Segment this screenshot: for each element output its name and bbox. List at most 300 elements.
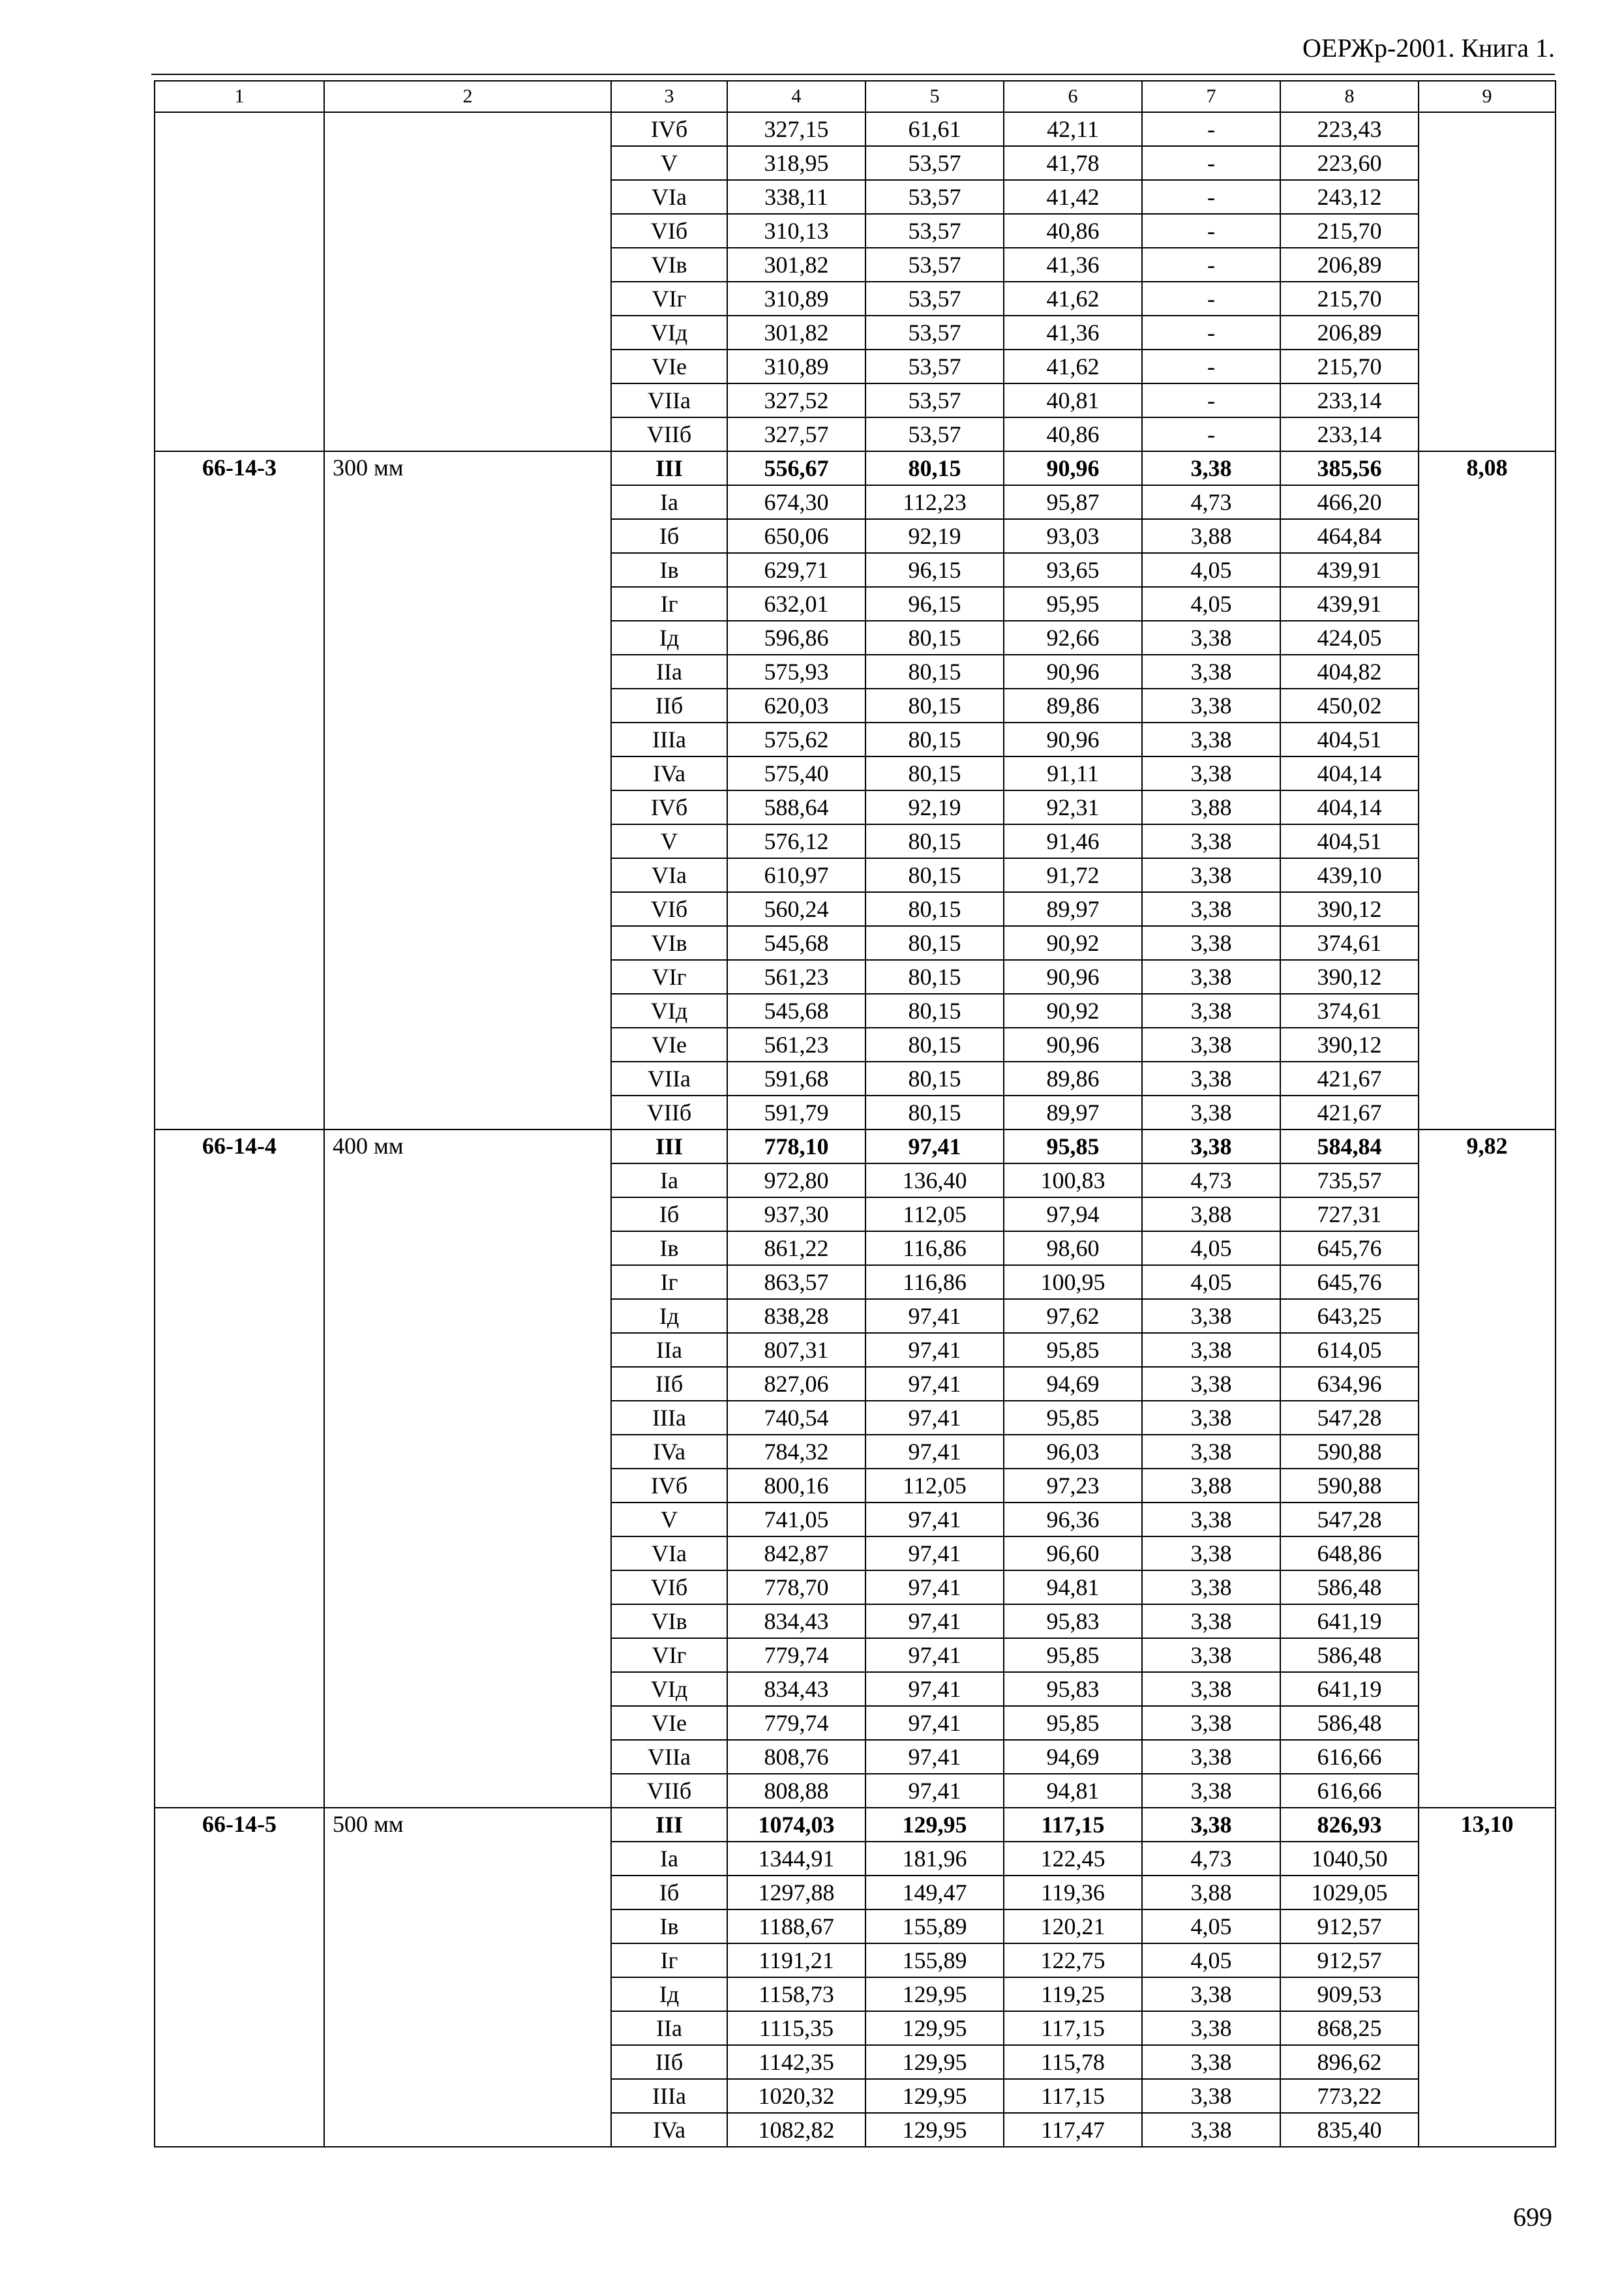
machine-cost: 95,83 [1004,1672,1142,1706]
direct-cost: 318,95 [727,146,865,180]
wages: 97,41 [865,1570,1004,1604]
zone-code: IVa [611,2113,727,2147]
materials-cost: 641,19 [1280,1672,1419,1706]
page-number: 699 [1513,2202,1552,2232]
direct-cost: 1344,91 [727,1842,865,1876]
direct-cost: 310,89 [727,282,865,316]
materials-cost: 1040,50 [1280,1842,1419,1876]
machine-cost: 41,62 [1004,282,1142,316]
direct-cost: 591,68 [727,1062,865,1096]
direct-cost: 827,06 [727,1367,865,1401]
direct-cost: 800,16 [727,1469,865,1503]
machine-cost: 42,11 [1004,112,1142,146]
machinist-wages: 4,05 [1142,587,1280,621]
direct-cost: 561,23 [727,960,865,994]
materials-cost: 390,12 [1280,892,1419,926]
machinist-wages: 3,38 [1142,858,1280,892]
direct-cost: 1297,88 [727,1876,865,1909]
machinist-wages: - [1142,282,1280,316]
machinist-wages: 3,88 [1142,790,1280,824]
machinist-wages: 3,38 [1142,2079,1280,2113]
machinist-wages: 4,05 [1142,1943,1280,1977]
zone-code: VIIa [611,1740,727,1774]
table-row [155,1130,1556,1163]
materials-cost: 616,66 [1280,1774,1419,1808]
wages: 80,15 [865,994,1004,1028]
zone-code: VIIб [611,1096,727,1130]
labor-cost: 13,10 [1419,1808,1556,2147]
machinist-wages: 3,38 [1142,1062,1280,1096]
machine-cost: 120,21 [1004,1909,1142,1943]
machine-cost: 95,83 [1004,1604,1142,1638]
machine-cost: 117,15 [1004,2011,1142,2045]
direct-cost: 838,28 [727,1299,865,1333]
machinist-wages: 3,38 [1142,1672,1280,1706]
direct-cost: 327,52 [727,383,865,417]
machine-cost: 117,15 [1004,2079,1142,2113]
materials-cost: 586,48 [1280,1638,1419,1672]
direct-cost: 575,40 [727,756,865,790]
direct-cost: 778,10 [727,1130,865,1163]
materials-cost: 404,14 [1280,756,1419,790]
direct-cost: 575,93 [727,655,865,689]
wages: 97,41 [865,1503,1004,1536]
column-number: 9 [1419,81,1556,112]
wages: 129,95 [865,2045,1004,2079]
direct-cost: 1074,03 [727,1808,865,1842]
machinist-wages: 4,05 [1142,1909,1280,1943]
machinist-wages: 3,38 [1142,1706,1280,1740]
machine-cost: 91,11 [1004,756,1142,790]
column-number: 6 [1004,81,1142,112]
column-number: 2 [324,81,611,112]
zone-code: Ia [611,1163,727,1197]
materials-cost: 648,86 [1280,1536,1419,1570]
materials-cost: 584,84 [1280,1130,1419,1163]
wages: 129,95 [865,2011,1004,2045]
zone-code: VIa [611,180,727,214]
zone-code: VIIa [611,1062,727,1096]
direct-cost: 310,13 [727,214,865,248]
zone-code: IVa [611,1435,727,1469]
machine-cost: 41,36 [1004,316,1142,350]
zone-code: VIд [611,994,727,1028]
wages: 53,57 [865,417,1004,451]
materials-cost: 616,66 [1280,1740,1419,1774]
machine-cost: 93,03 [1004,519,1142,553]
zone-code: VIб [611,892,727,926]
machinist-wages: 3,38 [1142,1401,1280,1435]
column-number: 5 [865,81,1004,112]
wages: 97,41 [865,1672,1004,1706]
machine-cost: 93,65 [1004,553,1142,587]
direct-cost: 632,01 [727,587,865,621]
wages: 97,41 [865,1604,1004,1638]
machine-cost: 41,36 [1004,248,1142,282]
materials-cost: 868,25 [1280,2011,1419,2045]
materials-cost: 421,67 [1280,1062,1419,1096]
column-number: 4 [727,81,865,112]
zone-code: VIIб [611,417,727,451]
direct-cost: 338,11 [727,180,865,214]
machinist-wages: 3,38 [1142,960,1280,994]
machinist-wages: 3,38 [1142,451,1280,485]
zone-code: Iг [611,1265,727,1299]
direct-cost: 779,74 [727,1638,865,1672]
wages: 80,15 [865,1096,1004,1130]
machinist-wages: 3,88 [1142,519,1280,553]
zone-code: Iг [611,587,727,621]
wages: 97,41 [865,1774,1004,1808]
zone-code: III [611,1808,727,1842]
materials-cost: 424,05 [1280,621,1419,655]
materials-cost: 215,70 [1280,350,1419,383]
materials-cost: 590,88 [1280,1469,1419,1503]
direct-cost: 937,30 [727,1197,865,1231]
machine-cost: 95,85 [1004,1333,1142,1367]
zone-code: Iб [611,519,727,553]
wages: 129,95 [865,2113,1004,2147]
machinist-wages: 3,38 [1142,1604,1280,1638]
materials-cost: 912,57 [1280,1909,1419,1943]
machinist-wages: 3,38 [1142,1570,1280,1604]
direct-cost: 834,43 [727,1604,865,1638]
machinist-wages: 3,38 [1142,723,1280,756]
machine-cost: 117,47 [1004,2113,1142,2147]
machine-cost: 89,97 [1004,1096,1142,1130]
machinist-wages: - [1142,214,1280,248]
machinist-wages: 3,38 [1142,1808,1280,1842]
zone-code: VIв [611,926,727,960]
wages: 92,19 [865,519,1004,553]
zone-code: Iб [611,1197,727,1231]
direct-cost: 1115,35 [727,2011,865,2045]
wages: 53,57 [865,214,1004,248]
materials-cost: 215,70 [1280,214,1419,248]
direct-cost: 1082,82 [727,2113,865,2147]
zone-code: IVб [611,1469,727,1503]
machine-cost: 95,85 [1004,1638,1142,1672]
machinist-wages: 3,38 [1142,2113,1280,2147]
wages: 80,15 [865,892,1004,926]
machine-cost: 89,86 [1004,689,1142,723]
zone-code: VIб [611,214,727,248]
machinist-wages: 3,38 [1142,994,1280,1028]
zone-code: VIa [611,858,727,892]
materials-cost: 404,14 [1280,790,1419,824]
direct-cost: 674,30 [727,485,865,519]
machine-cost: 96,36 [1004,1503,1142,1536]
machinist-wages: 3,38 [1142,926,1280,960]
column-number: 7 [1142,81,1280,112]
zone-code: IIб [611,689,727,723]
zone-code: III [611,1130,727,1163]
direct-cost: 610,97 [727,858,865,892]
machine-cost: 40,86 [1004,417,1142,451]
machinist-wages: 3,38 [1142,2045,1280,2079]
labor-cost: 9,82 [1419,1130,1556,1808]
zone-code: VIг [611,1638,727,1672]
table-row [155,1808,1556,1842]
machine-cost: 40,86 [1004,214,1142,248]
materials-cost: 896,62 [1280,2045,1419,2079]
direct-cost: 778,70 [727,1570,865,1604]
wages: 96,15 [865,553,1004,587]
materials-cost: 547,28 [1280,1503,1419,1536]
wages: 80,15 [865,723,1004,756]
wages: 112,05 [865,1469,1004,1503]
machinist-wages: 3,38 [1142,2011,1280,2045]
wages: 80,15 [865,858,1004,892]
materials-cost: 773,22 [1280,2079,1419,2113]
zone-code: VIд [611,316,727,350]
wages: 112,23 [865,485,1004,519]
machine-cost: 96,03 [1004,1435,1142,1469]
wages: 53,57 [865,350,1004,383]
machine-cost: 90,96 [1004,655,1142,689]
machine-cost: 98,60 [1004,1231,1142,1265]
zone-code: V [611,1503,727,1536]
labor-cost [1419,112,1556,451]
direct-cost: 740,54 [727,1401,865,1435]
materials-cost: 1029,05 [1280,1876,1419,1909]
wages: 129,95 [865,1808,1004,1842]
machinist-wages: 3,38 [1142,1536,1280,1570]
work-name: 500 мм [324,1808,611,2147]
machinist-wages: 4,05 [1142,553,1280,587]
wages: 92,19 [865,790,1004,824]
direct-cost: 842,87 [727,1536,865,1570]
machinist-wages: 3,38 [1142,655,1280,689]
prices-table [154,80,1556,2147]
wages: 80,15 [865,621,1004,655]
zone-code: V [611,824,727,858]
machine-cost: 90,96 [1004,451,1142,485]
wages: 80,15 [865,451,1004,485]
wages: 97,41 [865,1638,1004,1672]
materials-cost: 614,05 [1280,1333,1419,1367]
column-number: 1 [155,81,324,112]
machinist-wages: 3,88 [1142,1469,1280,1503]
direct-cost: 301,82 [727,248,865,282]
machinist-wages: - [1142,350,1280,383]
zone-code: VIIa [611,383,727,417]
zone-code: IIIa [611,723,727,756]
direct-cost: 1158,73 [727,1977,865,2011]
wages: 155,89 [865,1909,1004,1943]
direct-cost: 310,89 [727,350,865,383]
direct-cost: 591,79 [727,1096,865,1130]
machine-cost: 90,96 [1004,1028,1142,1062]
materials-cost: 645,76 [1280,1231,1419,1265]
materials-cost: 223,60 [1280,146,1419,180]
direct-cost: 575,62 [727,723,865,756]
materials-cost: 586,48 [1280,1706,1419,1740]
wages: 53,57 [865,180,1004,214]
machinist-wages: 4,73 [1142,1163,1280,1197]
direct-cost: 834,43 [727,1672,865,1706]
machinist-wages: - [1142,180,1280,214]
wages: 53,57 [865,316,1004,350]
zone-code: VIг [611,960,727,994]
zone-code: III [611,451,727,485]
materials-cost: 233,14 [1280,383,1419,417]
direct-cost: 861,22 [727,1231,865,1265]
machine-cost: 94,81 [1004,1570,1142,1604]
zone-code: VIв [611,1604,727,1638]
materials-cost: 466,20 [1280,485,1419,519]
wages: 80,15 [865,824,1004,858]
column-number-row [155,81,1556,112]
materials-cost: 727,31 [1280,1197,1419,1231]
machinist-wages: 3,38 [1142,1503,1280,1536]
machinist-wages: - [1142,146,1280,180]
machine-cost: 90,96 [1004,960,1142,994]
work-name [324,112,611,451]
direct-cost: 972,80 [727,1163,865,1197]
wages: 53,57 [865,146,1004,180]
zone-code: Iд [611,1977,727,2011]
zone-code: IIIa [611,1401,727,1435]
machine-cost: 97,62 [1004,1299,1142,1333]
machinist-wages: - [1142,112,1280,146]
machinist-wages: 3,38 [1142,1333,1280,1367]
rate-code: 66-14-4 [155,1130,324,1808]
zone-code: Iв [611,1231,727,1265]
materials-cost: 464,84 [1280,519,1419,553]
direct-cost: 741,05 [727,1503,865,1536]
machinist-wages: 3,38 [1142,824,1280,858]
materials-cost: 641,19 [1280,1604,1419,1638]
machine-cost: 100,83 [1004,1163,1142,1197]
machinist-wages: 3,38 [1142,1435,1280,1469]
machinist-wages: 4,73 [1142,485,1280,519]
direct-cost: 620,03 [727,689,865,723]
machinist-wages: - [1142,248,1280,282]
wages: 97,41 [865,1706,1004,1740]
materials-cost: 223,43 [1280,112,1419,146]
machinist-wages: 3,38 [1142,689,1280,723]
materials-cost: 404,51 [1280,824,1419,858]
machinist-wages: 3,38 [1142,1299,1280,1333]
wages: 155,89 [865,1943,1004,1977]
wages: 112,05 [865,1197,1004,1231]
wages: 97,41 [865,1740,1004,1774]
rate-code: 66-14-3 [155,451,324,1130]
zone-code: VIв [611,248,727,282]
machine-cost: 92,66 [1004,621,1142,655]
wages: 53,57 [865,282,1004,316]
machine-cost: 122,75 [1004,1943,1142,1977]
direct-cost: 561,23 [727,1028,865,1062]
wages: 96,15 [865,587,1004,621]
machine-cost: 40,81 [1004,383,1142,417]
wages: 136,40 [865,1163,1004,1197]
wages: 181,96 [865,1842,1004,1876]
machine-cost: 117,15 [1004,1808,1142,1842]
zone-code: Ia [611,485,727,519]
machine-cost: 95,85 [1004,1401,1142,1435]
direct-cost: 779,74 [727,1706,865,1740]
materials-cost: 404,51 [1280,723,1419,756]
wages: 80,15 [865,655,1004,689]
machinist-wages: - [1142,383,1280,417]
table-row [155,451,1556,485]
zone-code: IVa [611,756,727,790]
machine-cost: 41,42 [1004,180,1142,214]
materials-cost: 390,12 [1280,960,1419,994]
machine-cost: 115,78 [1004,2045,1142,2079]
direct-cost: 545,68 [727,994,865,1028]
zone-code: VIe [611,1706,727,1740]
machine-cost: 89,86 [1004,1062,1142,1096]
wages: 61,61 [865,112,1004,146]
machinist-wages: 3,38 [1142,1130,1280,1163]
zone-code: VIд [611,1672,727,1706]
machine-cost: 119,36 [1004,1876,1142,1909]
materials-cost: 634,96 [1280,1367,1419,1401]
direct-cost: 1191,21 [727,1943,865,1977]
materials-cost: 826,93 [1280,1808,1419,1842]
wages: 116,86 [865,1231,1004,1265]
machine-cost: 95,87 [1004,485,1142,519]
direct-cost: 596,86 [727,621,865,655]
zone-code: VIe [611,1028,727,1062]
machinist-wages: 3,38 [1142,1367,1280,1401]
zone-code: IIa [611,655,727,689]
wages: 116,86 [865,1265,1004,1299]
wages: 129,95 [865,2079,1004,2113]
wages: 97,41 [865,1367,1004,1401]
direct-cost: 807,31 [727,1333,865,1367]
labor-cost: 8,08 [1419,451,1556,1130]
materials-cost: 243,12 [1280,180,1419,214]
machinist-wages: 3,38 [1142,756,1280,790]
wages: 97,41 [865,1333,1004,1367]
zone-code: IIб [611,2045,727,2079]
machine-cost: 96,60 [1004,1536,1142,1570]
wages: 97,41 [865,1536,1004,1570]
machinist-wages: 3,38 [1142,892,1280,926]
wages: 97,41 [865,1299,1004,1333]
zone-code: VIIб [611,1774,727,1808]
machine-cost: 95,85 [1004,1130,1142,1163]
materials-cost: 645,76 [1280,1265,1419,1299]
machine-cost: 92,31 [1004,790,1142,824]
machine-cost: 41,78 [1004,146,1142,180]
wages: 53,57 [865,383,1004,417]
materials-cost: 404,82 [1280,655,1419,689]
wages: 97,41 [865,1130,1004,1163]
machine-cost: 94,69 [1004,1740,1142,1774]
machinist-wages: 3,38 [1142,1740,1280,1774]
zone-code: IIIa [611,2079,727,2113]
zone-code: Iд [611,1299,727,1333]
direct-cost: 588,64 [727,790,865,824]
running-header: ОЕРЖр-2001. Книга 1. [1302,33,1555,63]
machine-cost: 122,45 [1004,1842,1142,1876]
wages: 80,15 [865,689,1004,723]
zone-code: IIa [611,1333,727,1367]
zone-code: IVб [611,112,727,146]
machinist-wages: 3,38 [1142,621,1280,655]
machine-cost: 94,69 [1004,1367,1142,1401]
machine-cost: 95,95 [1004,587,1142,621]
work-name: 400 мм [324,1130,611,1808]
machinist-wages: - [1142,417,1280,451]
materials-cost: 590,88 [1280,1435,1419,1469]
direct-cost: 545,68 [727,926,865,960]
